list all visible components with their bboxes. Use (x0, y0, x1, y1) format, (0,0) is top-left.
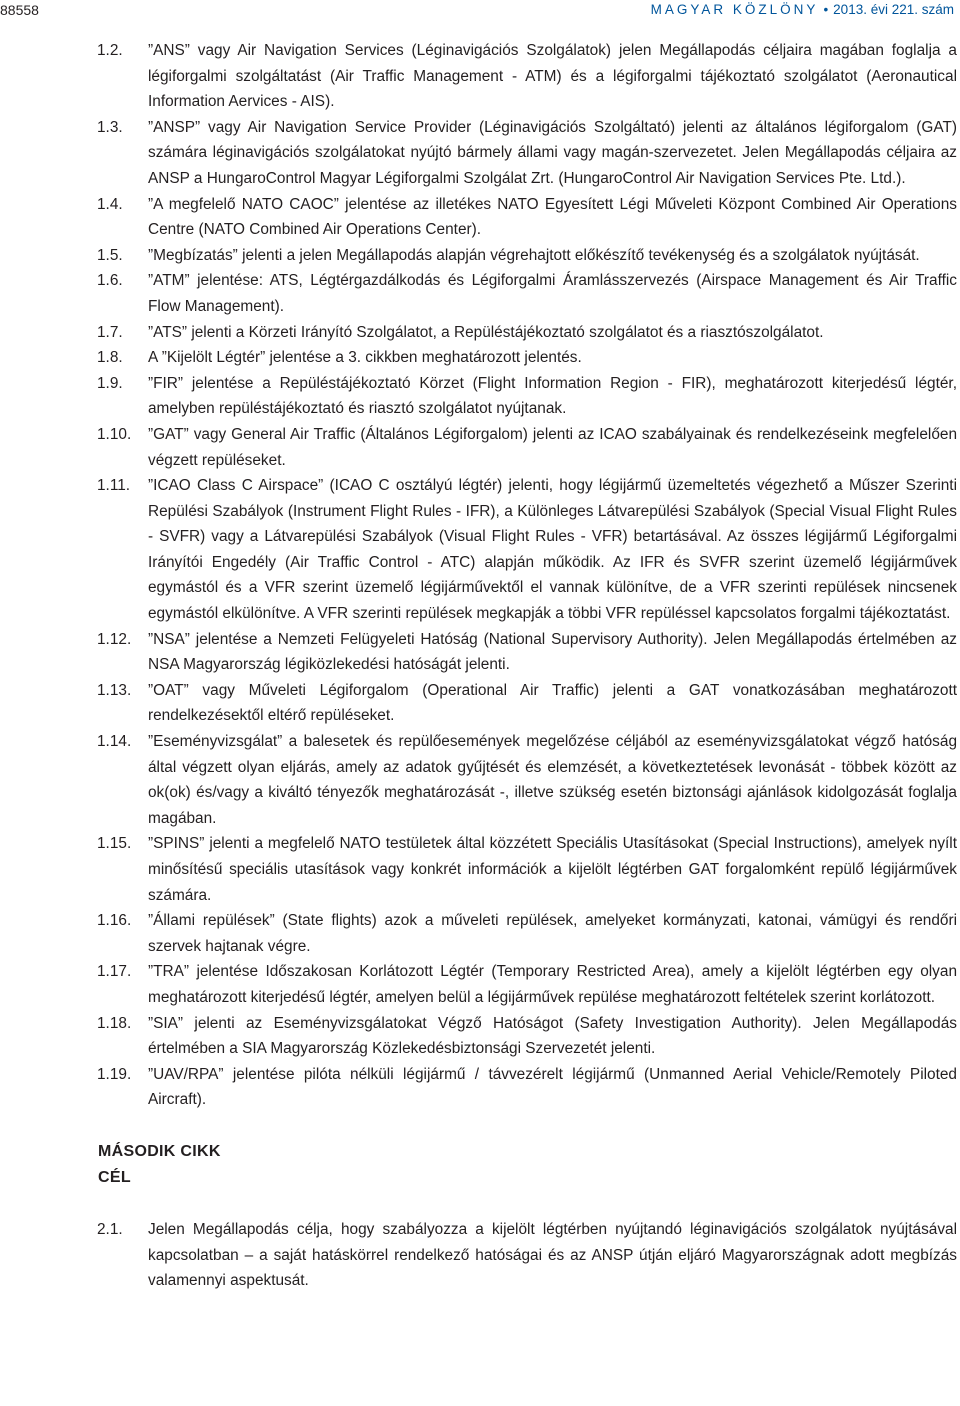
list-item (0, 1062, 960, 1113)
item-number: 1.10. (97, 425, 132, 443)
item-number: 1.15. (97, 835, 132, 853)
item-text: ”A megfelelő NATO CAOC” jelentése az illetékes NATO Egyesített Légi Műveleti Központ Combined Air Operations Centre (NATO Combined Air Operations Center). (148, 195, 957, 239)
item-text: Jelen Megállapodás célja, hogy szabályozza a kijelölt légtérben nyújtandó léginavigációs szolgálatok nyújtásával kapcsolatban – a saját hatáskörrel rendelkező hatóságai és az ANSP útján eljáró Magyarországnak adott megbízás valamennyi aspektusát. (148, 1220, 957, 1290)
item-text: ”ANS” vagy Air Navigation Services (Léginavigációs Szolgálatok) jelen Megállapodás céljaira magában foglalja a légiforgalmi szolgáltatást (Air Traffic Management - ATM) és a légiforgalmi tájékoztató szolgálatot (Aeronautical Information Aervices - AIS). (148, 42, 957, 111)
item-number: 1.8. (97, 349, 123, 367)
article-title: CÉL (98, 1168, 131, 1186)
item-number: 1.12. (97, 630, 132, 648)
bullet-separator: • (823, 2, 829, 17)
list-item (0, 422, 960, 473)
item-number: 1.7. (97, 323, 123, 341)
list-item (0, 371, 960, 422)
list-item (0, 1011, 960, 1062)
item-text: ”Megbízatás” jelenti a jelen Megállapodás alapján végrehajtott előkészítő tevékenység és a szolgálatok nyújtását. (148, 246, 920, 264)
item-number: 1.13. (97, 681, 132, 699)
item-number: 1.18. (97, 1014, 132, 1032)
item-text: ”NSA” jelentése a Nemzeti Felügyeleti Hatóság (National Supervisory Authority). Jelen Megállapodás értelmében az NSA Magyarország légiközlekedési hatóságát jelenti. (148, 630, 957, 674)
item-number: 1.14. (97, 733, 132, 751)
list-item (0, 345, 960, 371)
document-body (0, 38, 960, 1294)
journal-name: MAGYAR KÖZLÖNY (650, 2, 819, 17)
running-title (651, 2, 954, 17)
list-item (0, 959, 960, 1010)
item-number: 1.17. (97, 963, 132, 981)
list-item (0, 473, 960, 627)
item-text: ”SPINS” jelenti a megfelelő NATO testületek által közzétett Speciális Utasításokat (Special Instructions), amelyek nyílt minősítésű speciális utasítások vagy konkrét információk a kijelölt légtérben GAT forgalomként repülő légijárművek számára. (148, 835, 957, 904)
item-text: ”Eseményvizsgálat” a balesetek és repülőesemények megelőzése céljából az eseményvizsgálatokat végző hatóság által végzett olyan eljárás, amely az adatok gyűjtését és elemzését, a következtetések levonását - többek között az ok(ok) és/vagy a kiváltó tényezők meghatározását -, illetve szükség esetén biztonsági ajánlások kidolgozását foglalja magában. (148, 733, 957, 827)
item-text: ”TRA” jelentése Időszakosan Korlátozott Légtér (Temporary Restricted Area), amely a kijelölt légtérben egy olyan meghatározott kiterjedésű légtér, amelyen belül a légijárművek repülése meghatározott feltételek szerint korlátozott. (148, 963, 957, 1006)
list-item (0, 192, 960, 243)
item-number: 1.19. (97, 1065, 132, 1083)
item-number: 1.2. (97, 42, 123, 59)
list-item (0, 831, 960, 908)
article-heading (0, 1139, 960, 1191)
item-text: ”ANSP” vagy Air Navigation Service Provider (Léginavigációs Szolgáltató) jelenti az általános légiforgalom (GAT) számára léginavigációs szolgálatokat nyújtó bármely állami vagy magán-szervezetet. Jelen Megállapodás céljaira az ANSP a HungaroControl Magyar Légiforgalmi Szolgálat Zrt. (HungaroControl Air Navigation Services Pte. Ltd.). (148, 118, 957, 187)
item-text: ”ATS” jelenti a Körzeti Irányító Szolgálatot, a Repüléstájékoztató szolgálatot és a riasztószolgálatot. (148, 323, 824, 341)
list-item (0, 678, 960, 729)
item-number: 1.16. (97, 912, 132, 930)
item-number: 1.11. (97, 477, 131, 495)
page-number: 88558 (0, 2, 39, 18)
item-text: ”UAV/RPA” jelentése pilóta nélküli légijármű / távvezérelt légijármű (Unmanned Aerial Vehicle/Remotely Piloted Aircraft). (148, 1065, 957, 1109)
definitions-list (0, 38, 960, 1113)
item-text: ”Állami repülések” (State flights) azok a műveleti repülések, amelyeket kormányzati, katonai, vámügyi és rendőri szervek hajtanak végre. (148, 912, 957, 955)
item-number: 1.5. (97, 246, 123, 264)
issue-label: 2013. évi 221. szám (833, 2, 954, 17)
list-item (0, 243, 960, 269)
item-number: 1.9. (97, 374, 123, 392)
list-item (0, 38, 960, 115)
list-item (0, 729, 960, 831)
item-text: ”SIA” jelenti az Eseményvizsgálatokat Végző Hatóságot (Safety Investigation Authority). Jelen Megállapodás értelmében a SIA Magyarország Közlekedésbiztonsági Szervezetét jelenti. (148, 1014, 957, 1058)
list-item (0, 320, 960, 346)
item-text: ”FIR” jelentése a Repüléstájékoztató Körzet (Flight Information Region - FIR), meghatározott kiterjedésű légtér, amelyben repüléstájékoztató és riasztó szolgálatot nyújtanak. (148, 374, 957, 418)
item-number: 1.4. (97, 195, 123, 213)
list-item (0, 627, 960, 678)
purpose-list (0, 1217, 960, 1294)
item-text: ”OAT” vagy Műveleti Légiforgalom (Operational Air Traffic) jelenti a GAT vonatkozásában meghatározott rendelkezésektől eltérő repüléseket. (148, 681, 957, 725)
item-text: ”GAT” vagy General Air Traffic (Általános Légiforgalom) jelenti az ICAO szabályainak és rendelkezéseink megfelelően végzett repüléseket. (148, 425, 957, 469)
item-number: 1.3. (97, 118, 123, 136)
item-text: ”ATM” jelentése: ATS, Légtérgazdálkodás és Légiforgalmi Áramlásszervezés (Airspace Management és Air Traffic Flow Management). (148, 272, 957, 315)
list-item (0, 1217, 960, 1294)
item-text: ”ICAO Class C Airspace” (ICAO C osztályú légtér) jelenti, hogy légijármű üzemeltetés végezhető a Műszer Szerinti Repülési Szabályok (Instrument Flight Rules - IFR), a Különleges Látvarepülési Szabályok (Special Visual Flight Rules - SVFR) vagy a Látvarepülési Szabályok (Visual Flight Rules - VFR) betartásával. Az összes légijármű Légiforgalmi Irányítói Engedély (Air Traffic Control - ATC) alapján működik. Az IFR és SVFR szerint üzemelő légijárművek egymástól és a VFR szerint üzemelő légijárművektől el vannak különítve, de a VFR szerinti repülések nincsenek egymástól elkülönítve. A VFR szerinti repülések megkapják a többi VFR repüléssel kapcsolatos forgalmi tájékoztatást. (148, 477, 957, 623)
list-item (0, 268, 960, 319)
list-item (0, 115, 960, 192)
list-item (0, 908, 960, 959)
item-number: 1.6. (97, 272, 123, 290)
item-number: 2.1. (97, 1220, 123, 1238)
item-text: A ”Kijelölt Légtér” jelentése a 3. cikkben meghatározott jelentés. (148, 349, 582, 367)
article-number: MÁSODIK CIKK (98, 1142, 221, 1160)
page-header (0, 0, 960, 24)
